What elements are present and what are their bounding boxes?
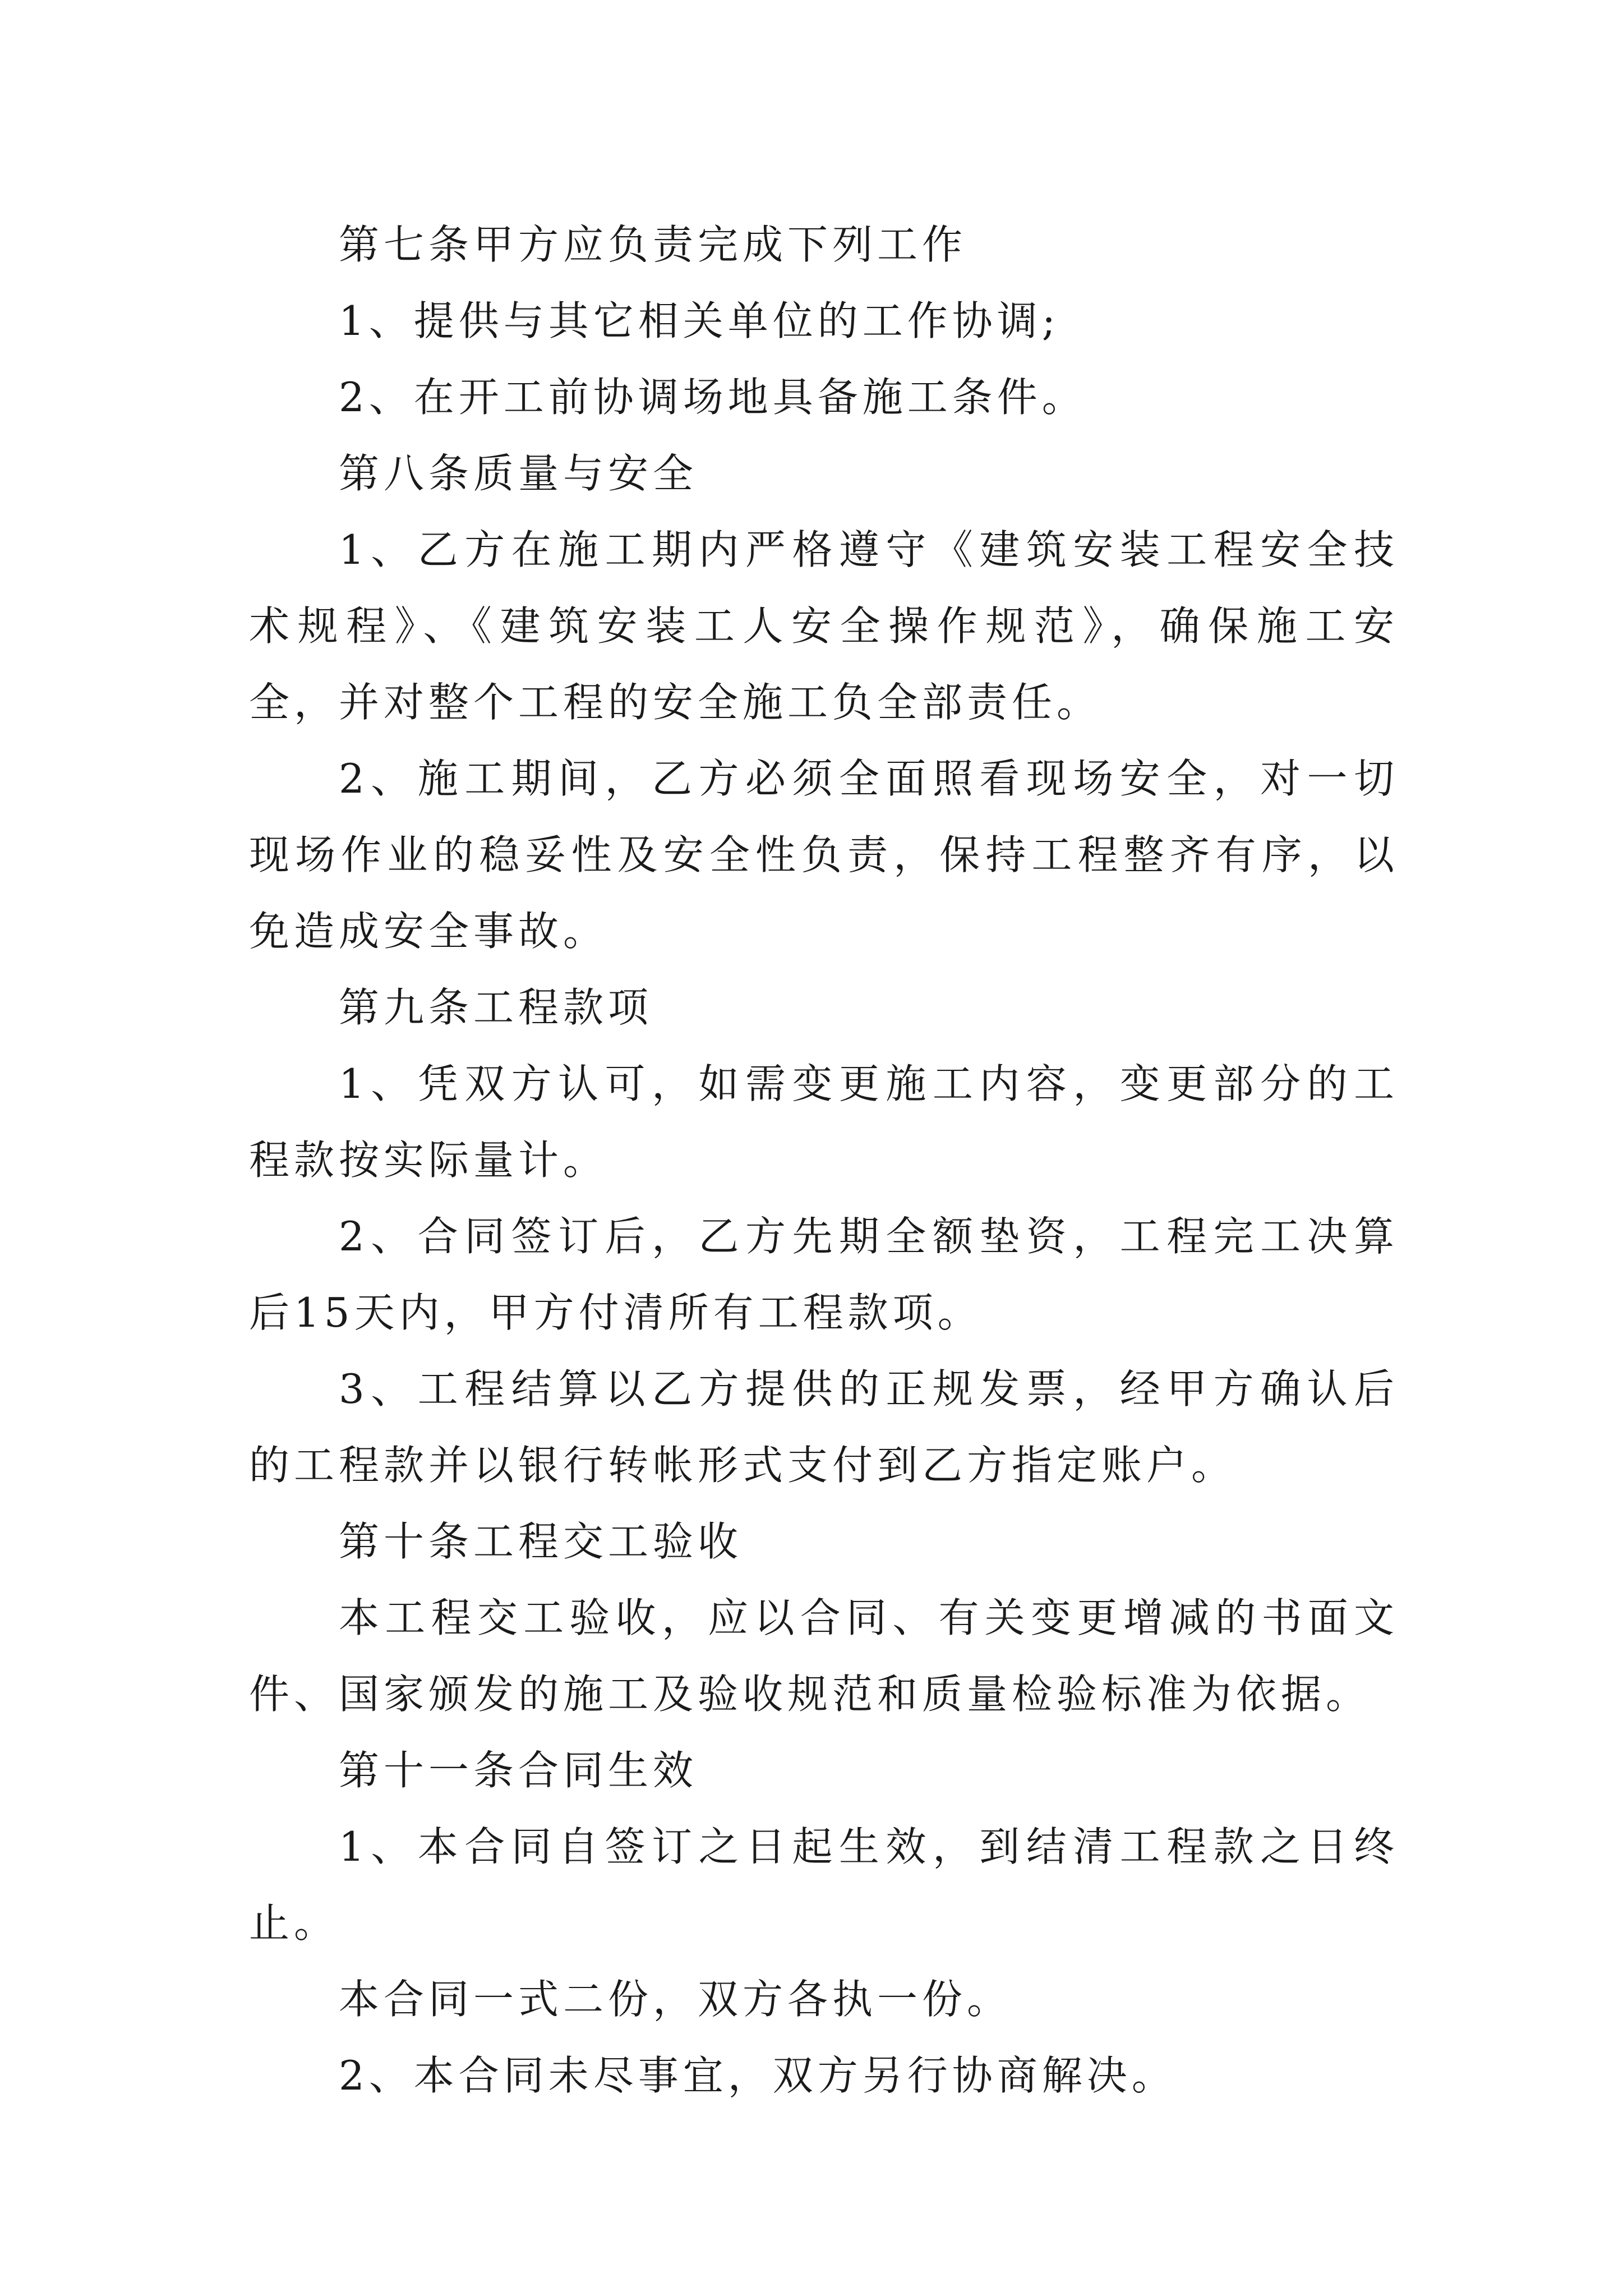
article-7-heading: 第七条甲方应负责完成下列工作	[339, 221, 967, 268]
article-8-heading: 第八条质量与安全	[339, 450, 698, 497]
document-body	[249, 206, 1399, 2114]
article-7-item-1: 1、提供与其它相关单位的工作协调;	[339, 297, 1061, 344]
article-10-body: 本工程交工验收，应以合同、有关变更增减的书面文件、国家颁发的施工及验收规范和质量检验标准为依据。	[249, 1594, 1399, 1718]
article-8-item-2: 2、施工期间，乙方必须全面照看现场安全，对一切现场作业的稳妥性及安全性负责，保持工程整齐有序，以免造成安全事故。	[249, 755, 1399, 955]
article-8-item-1: 1、乙方在施工期内严格遵守《建筑安装工程安全技术规程》、《建筑安装工人安全操作规范》，确保施工安全，并对整个工程的安全施工负全部责任。	[249, 526, 1399, 726]
article-11-copies: 本合同一式二份，双方各执一份。	[339, 1976, 1012, 2023]
article-11-item-2: 2、本合同未尽事宜，双方另行协商解决。	[339, 2052, 1177, 2099]
article-11-heading: 第十一条合同生效	[339, 1747, 698, 1794]
article-11-item-1: 1、本合同自签订之日起生效，到结清工程款之日终止。	[249, 1823, 1399, 1947]
article-10-heading: 第十条工程交工验收	[339, 1518, 743, 1565]
article-9-heading: 第九条工程款项	[339, 984, 653, 1031]
article-7-item-2: 2、在开工前协调场地具备施工条件。	[339, 374, 1087, 421]
article-9-item-2: 2、合同签订后，乙方先期全额垫资，工程完工决算后15天内，甲方付清所有工程款项。	[249, 1213, 1399, 1336]
article-9-item-3: 3、工程结算以乙方提供的正规发票，经甲方确认后的工程款并以银行转帐形式支付到乙方指定账户。	[249, 1365, 1399, 1489]
article-9-item-1: 1、凭双方认可，如需变更施工内容，变更部分的工程款按实际量计。	[249, 1060, 1399, 1184]
